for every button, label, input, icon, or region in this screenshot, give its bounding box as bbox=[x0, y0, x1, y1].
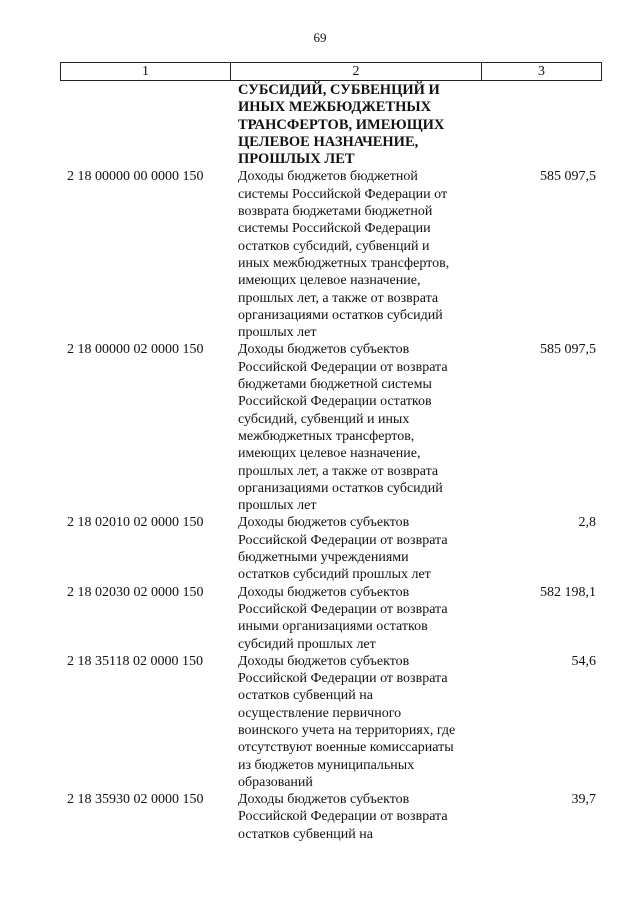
description-line: воинского учета на территориях, где bbox=[238, 722, 456, 738]
description-line: системы Российской Федерации bbox=[238, 221, 431, 237]
column-header-table bbox=[60, 62, 602, 81]
income-description bbox=[236, 168, 478, 341]
budget-code: 2 18 35930 02 0000 150 bbox=[67, 792, 204, 808]
description-line: прошлых лет bbox=[238, 325, 317, 341]
description-line: остатков субвенций на bbox=[238, 688, 373, 704]
table-row bbox=[60, 584, 602, 653]
description-line: остатков субсидий прошлых лет bbox=[238, 567, 431, 583]
budget-code: 2 18 02030 02 0000 150 bbox=[67, 584, 204, 600]
description-line: бюджетами бюджетной системы bbox=[238, 377, 432, 393]
income-description bbox=[236, 514, 478, 583]
description-line: имеющих целевое назначение, bbox=[238, 273, 421, 289]
table-row bbox=[60, 514, 602, 583]
description-line: иных межбюджетных трансфертов, bbox=[238, 255, 450, 271]
description-line: Доходы бюджетов субъектов bbox=[238, 792, 410, 808]
income-description bbox=[236, 791, 478, 843]
column-header-row bbox=[61, 63, 602, 81]
description-line: Российской Федерации от возврата bbox=[238, 809, 448, 825]
column-header-3: 3 bbox=[482, 63, 602, 81]
description-line: организациями остатков субсидий bbox=[238, 307, 443, 323]
description-line: остатков субсидий, субвенций и bbox=[238, 238, 430, 254]
amount-value: 585 097,5 bbox=[540, 342, 596, 358]
amount-value: 2,8 bbox=[578, 515, 596, 531]
budget-code: 2 18 00000 02 0000 150 bbox=[67, 342, 204, 358]
income-description bbox=[236, 584, 478, 653]
description-line: иными организациями остатков bbox=[238, 619, 428, 635]
description-line: из бюджетов муниципальных bbox=[238, 757, 415, 773]
description-line: осуществление первичного bbox=[238, 705, 402, 721]
page-number: 69 bbox=[313, 30, 327, 45]
description-line: возврата бюджетами бюджетной bbox=[238, 204, 433, 220]
section-title-line: СУБСИДИЙ, СУБВЕНЦИЙ И bbox=[238, 82, 440, 98]
description-line: субсидий, субвенций и иных bbox=[238, 411, 410, 427]
description-line: Российской Федерации остатков bbox=[238, 394, 432, 410]
description-line: остатков субвенций на bbox=[238, 826, 373, 842]
description-line: Российской Федерации от возврата bbox=[238, 601, 448, 617]
description-line: прошлых лет, а также от возврата bbox=[238, 290, 439, 306]
budget-code: 2 18 00000 00 0000 150 bbox=[67, 169, 204, 185]
section-title-line: ТРАНСФЕРТОВ, ИМЕЮЩИХ bbox=[238, 116, 445, 133]
table-row bbox=[60, 341, 602, 514]
description-line: Доходы бюджетов субъектов bbox=[238, 653, 410, 669]
description-line: прошлых лет, а также от возврата bbox=[238, 463, 439, 479]
description-line: системы Российской Федерации от bbox=[238, 186, 448, 202]
budget-code: 2 18 02010 02 0000 150 bbox=[67, 515, 204, 531]
description-line: субсидий прошлых лет bbox=[238, 636, 376, 652]
description-line: Доходы бюджетов субъектов bbox=[238, 584, 410, 600]
amount-value: 54,6 bbox=[571, 653, 596, 669]
description-line: Доходы бюджетов субъектов bbox=[238, 342, 410, 358]
table-row bbox=[60, 168, 602, 341]
table-row bbox=[60, 791, 602, 843]
description-line: прошлых лет bbox=[238, 498, 317, 514]
table-rows bbox=[60, 168, 602, 843]
income-description bbox=[236, 653, 478, 791]
description-line: организациями остатков субсидий bbox=[238, 480, 443, 496]
income-description bbox=[236, 341, 478, 514]
section-title-line: ЦЕЛЕВОЕ НАЗНАЧЕНИЕ, bbox=[238, 133, 419, 150]
amount-value: 582 198,1 bbox=[540, 584, 596, 600]
section-title-line: ИНЫХ МЕЖБЮДЖЕТНЫХ bbox=[238, 99, 432, 116]
description-line: отсутствуют военные комиссариаты bbox=[238, 740, 454, 756]
description-line: Доходы бюджетов бюджетной bbox=[238, 169, 418, 185]
description-line: бюджетными учреждениями bbox=[238, 550, 409, 566]
column-header-1: 1 bbox=[61, 63, 231, 81]
section-title-line: ПРОШЛЫХ ЛЕТ bbox=[238, 151, 355, 168]
amount-value: 585 097,5 bbox=[540, 169, 596, 185]
section-title bbox=[236, 82, 478, 168]
table-row bbox=[60, 653, 602, 791]
section-title-row bbox=[60, 82, 602, 168]
amount-value: 39,7 bbox=[571, 792, 596, 808]
description-line: Российской Федерации от возврата bbox=[238, 359, 448, 375]
document-body bbox=[60, 82, 602, 843]
description-line: образований bbox=[238, 774, 313, 790]
description-line: межбюджетных трансфертов, bbox=[238, 428, 415, 444]
column-header-2: 2 bbox=[231, 63, 482, 81]
description-line: Российской Федерации от возврата bbox=[238, 671, 448, 687]
description-line: Доходы бюджетов субъектов bbox=[238, 515, 410, 531]
description-line: имеющих целевое назначение, bbox=[238, 446, 421, 462]
description-line: Российской Федерации от возврата bbox=[238, 532, 448, 548]
budget-code: 2 18 35118 02 0000 150 bbox=[67, 653, 203, 669]
